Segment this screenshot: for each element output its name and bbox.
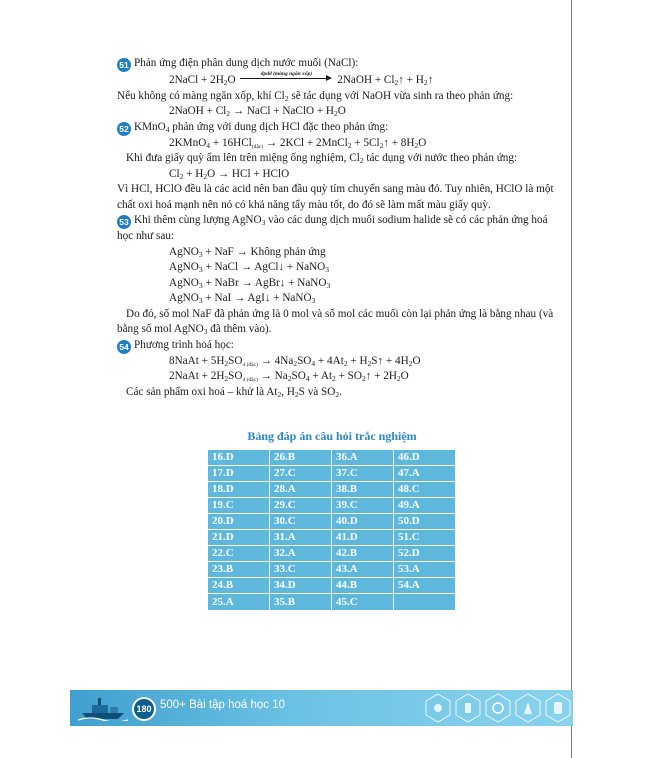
answer-cell: 18.D <box>208 482 270 498</box>
answer-cell: 16.D <box>208 450 270 466</box>
answer-cell: 37.C <box>332 466 394 482</box>
answer-row <box>208 546 456 562</box>
q51-note: Nếu không có màng ngăn xốp, khí $Cl_2$ sẽ tác dụng với NaOH vừa sinh ra theo phản ứng: <box>117 89 514 103</box>
q53-intro: 53 Khi thêm cùng lượng AgNO$_3$ vào các dung dịch muối sodium halide sẽ có các phản ứng hoá học như sau: <box>117 214 548 242</box>
answer-row <box>208 466 456 482</box>
answer-cell: 54.A <box>394 578 456 594</box>
question-number-badge: 51 <box>117 58 131 72</box>
ship-logo-icon <box>78 695 128 721</box>
answer-cell: 51.C <box>394 530 456 546</box>
q53-conclusion: Do đó, số mol NaF đã phản ứng là 0 mol và số mol các muối còn lại phản ứng là bằng nhau (và bằng số mol AgNO$_3$ đã thêm vào). <box>117 307 554 336</box>
answer-row <box>208 450 456 466</box>
answer-cell: 50.D <box>394 514 456 530</box>
solutions-content <box>117 56 555 400</box>
answer-cell: 43.A <box>332 562 394 578</box>
answer-row <box>208 594 456 611</box>
q51-intro: 51 Phản ứng điện phân dung dịch nước muối (NaCl): <box>117 56 555 72</box>
book-title: 500+ Bài tập hoá học 10 <box>160 699 286 711</box>
q53-reaction-2: AgNO$_3$ + NaCl → AgCl↓ + NaNO$_3$ <box>169 261 329 274</box>
answer-cell: 20.D <box>208 514 270 530</box>
page-edge-line <box>571 0 572 758</box>
answer-cell: 31.A <box>270 530 332 546</box>
answer-cell: 42.B <box>332 546 394 562</box>
answer-table-title: Bảng đáp án câu hỏi trắc nghiệm <box>247 429 417 443</box>
answer-cell: 24.B <box>208 578 270 594</box>
answer-cell: 35.B <box>270 594 332 611</box>
q54-equation-1: 8NaAt + $5H_2SO_{4 (đặc)} \to 4Na_2SO_4 + 4At_2$ + $H_2S↑ + 4H_2O$ <box>169 354 421 368</box>
q54-conclusion: Các sản phẩm oxi hoá – khử là $At_2$, $H_2S$ và $SO_2$. <box>126 385 342 399</box>
answer-cell: 32.A <box>270 546 332 562</box>
answer-cell: 17.D <box>208 466 270 482</box>
answer-cell: 38.B <box>332 482 394 498</box>
q52-equation-2: $Cl_2 + H_2O$ → HCl + HClO <box>169 167 290 181</box>
q53-reaction-1: AgNO$_3$ + NaF → Không phản ứng <box>169 245 326 259</box>
q51-equation-2: 2NaOH + $Cl_2$ → NaCl + NaClO + $H_2O$ <box>169 105 346 118</box>
answer-cell: 44.B <box>332 578 394 594</box>
q51-equation: 2NaCl + $2H_2O$ đpdd (màng ngăn xốp) 2NaOH + $Cl_2↑$ + $H_2↑$ <box>169 71 434 87</box>
answer-cell: 27.C <box>270 466 332 482</box>
question-number-badge: 53 <box>117 215 131 229</box>
question-number-badge: 54 <box>117 340 131 354</box>
answer-cell: 22.C <box>208 546 270 562</box>
answer-cell: 47.A <box>394 466 456 482</box>
question-number-badge: 52 <box>117 122 131 136</box>
q52-paragraph-1: Khi đưa giấy quỳ ẩm lên trên miệng ống nghiệm, $Cl_2$ tác dụng với nước theo phản ứng: <box>126 152 518 165</box>
answer-cell: 39.C <box>332 498 394 514</box>
reaction-arrow-with-condition: đpdd (màng ngăn xốp) <box>240 72 332 82</box>
answer-cell: 49.A <box>394 498 456 514</box>
answer-cell: 45.C <box>332 594 394 611</box>
answer-cell: 23.B <box>208 562 270 578</box>
answer-cell: 36.A <box>332 450 394 466</box>
answer-cell: 21.D <box>208 530 270 546</box>
answer-cell: 29.C <box>270 498 332 514</box>
answer-cell: 40.D <box>332 514 394 530</box>
q52-intro: 52 KMnO$_4$ phản ứng với dung dịch HCl đặc theo phản ứng: <box>117 120 555 136</box>
answer-cell: 41.D <box>332 530 394 546</box>
answer-table <box>207 449 456 611</box>
answer-row <box>208 562 456 578</box>
answer-cell: 26.B <box>270 450 332 466</box>
answer-row <box>208 578 456 594</box>
q54-intro: 54 Phương trình hoá học: <box>117 338 555 354</box>
answer-row <box>208 530 456 546</box>
answer-row <box>208 514 456 530</box>
q52-equation: 2KMnO$_4$ + 16HCl$_{(đặc)}$ → 2KCl + 2MnCl$_2$ + $5Cl_2↑ + 8H_2O$ <box>169 136 427 150</box>
answer-cell: 33.C <box>270 562 332 578</box>
answer-cell: 19.C <box>208 498 270 514</box>
answer-row <box>208 498 456 514</box>
page-number-badge: 180 <box>132 697 156 721</box>
answer-cell: 52.D <box>394 546 456 562</box>
answer-cell: 53.A <box>394 562 456 578</box>
answer-cell <box>394 594 456 611</box>
answer-cell: 46.D <box>394 450 456 466</box>
hexagon-decoration-icon <box>420 690 573 726</box>
q54-equation-2: 2NaAt + $2H_2SO_{4 (đặc)} \to Na_2SO_4 + At_2$ + $SO_2↑ + 2H_2O$ <box>169 370 409 383</box>
answer-cell: 25.A <box>208 594 270 611</box>
answer-row <box>208 482 456 498</box>
q53-reaction-4: AgNO$_3$ + NaI → AgI↓ + NaNO$_3$ <box>169 292 316 305</box>
q52-paragraph-2: Vì HCl, HClO đều là các acid nên ban đầu quỳ tím chuyển sang màu đỏ. Tuy nhiên, HClO là một chất oxi hoá mạnh nên nó có khả năng tẩy màu tốt, do đó sẽ làm mất màu giấy quỳ. <box>117 183 554 211</box>
q53-reaction-3: AgNO$_3$ + NaBr → AgBr↓ + NaNO$_3$ <box>169 276 331 290</box>
answer-cell: 30.C <box>270 514 332 530</box>
answer-cell: 28.A <box>270 482 332 498</box>
answer-cell: 34.D <box>270 578 332 594</box>
answer-cell: 48.C <box>394 482 456 498</box>
